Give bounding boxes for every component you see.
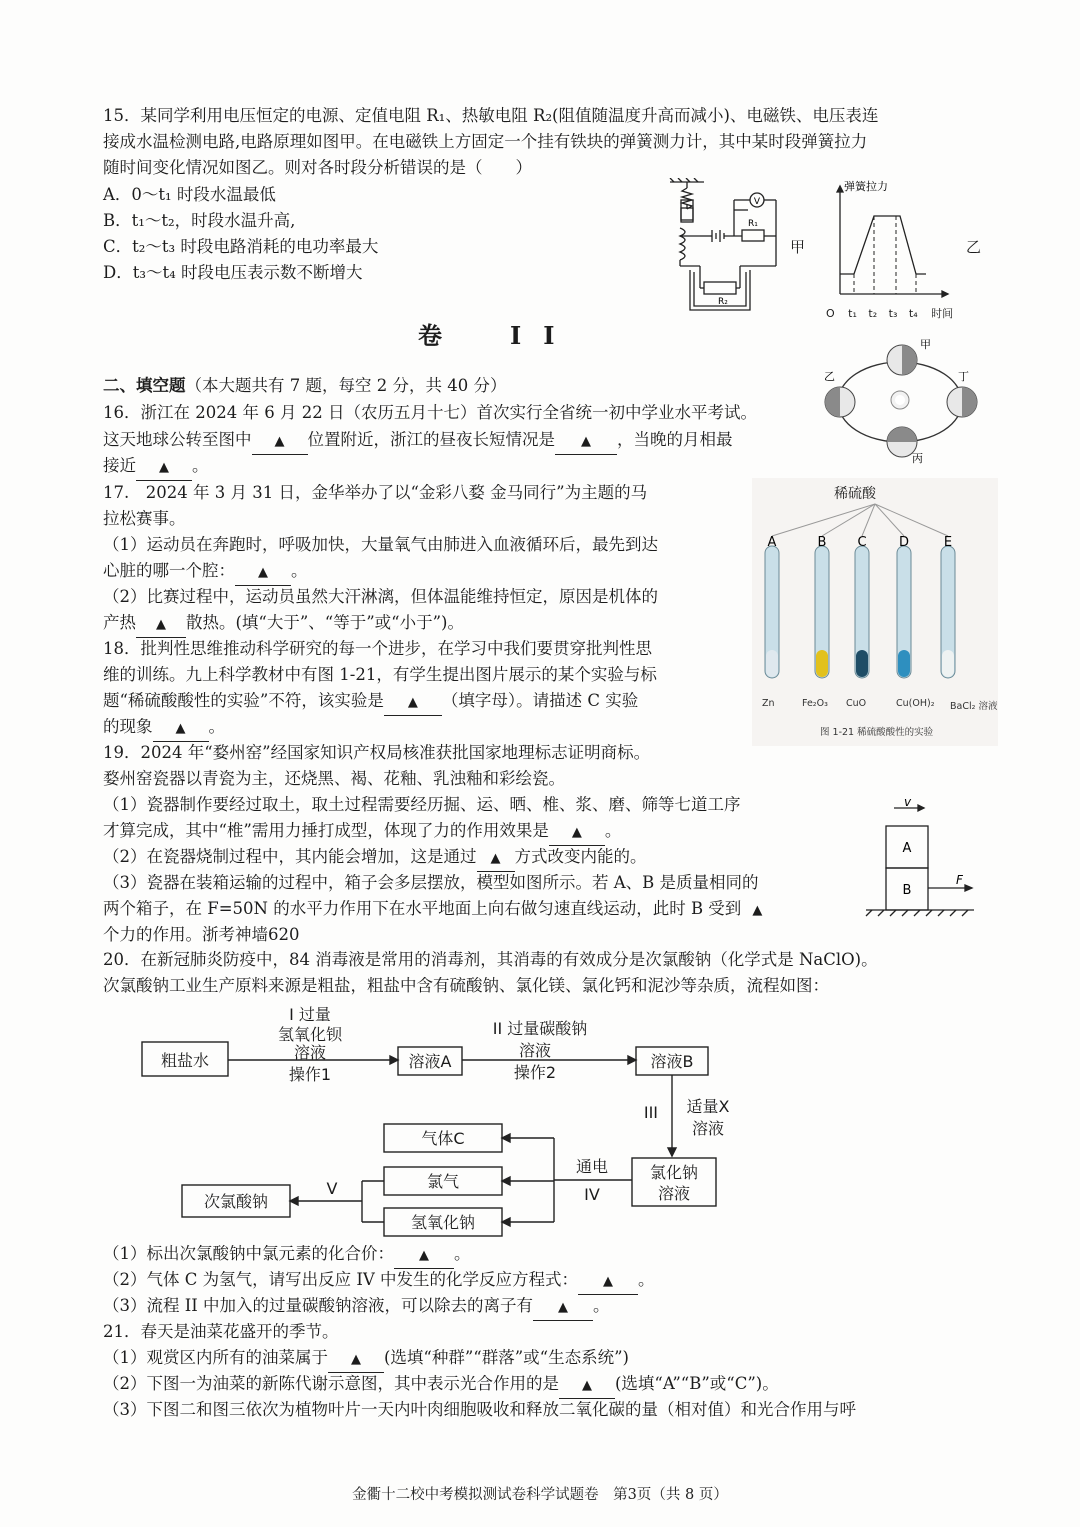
q20-sub-2 (103, 1268, 655, 1295)
q21-sub-3: （3）下图二和图三依次为植物叶片一天内叶肉细胞吸收和释放二氧化碳的量（相对值）和光合作用与呼 (103, 1400, 856, 1419)
q17-line-1: 17. 2024 年 3 月 31 日，金华举办了以“金彩八婺 金马同行”为主题的马 (103, 483, 648, 502)
orbit-label-bing: 丙 (912, 452, 923, 465)
tube-letter-b: B (817, 535, 827, 550)
flow-nacl-a: 氯化钠 (649, 1163, 699, 1182)
section-title: 卷 II (418, 321, 577, 350)
page-footer: 金衢十二校中考模拟测试卷科学试题卷 第3页（共 8 页） (352, 1487, 728, 1503)
q15-option-b: B．t₁～t₂，时段水温升高, (103, 211, 296, 230)
xtick-t4: t₄ (908, 307, 918, 320)
q20-line-1: 20．在新冠肺炎防疫中，84 消毒液是常用的消毒剂，其消毒的有效成分是次氯酸钠（化学式是 NaClO)。 (103, 950, 878, 969)
q20-text-e: （3）流程 II 中加入的过量碳酸钠溶液，可以除去的离子有 (103, 1296, 534, 1315)
q16-text-a: 这天地球公转至图中 (103, 430, 252, 449)
q16-text-d: 接近 (103, 456, 136, 475)
r2-label: R₂ (718, 297, 728, 307)
xtick-t3: t₃ (888, 307, 898, 320)
q20-blank-1[interactable]: ▲ (394, 1244, 454, 1269)
flow-step5-text: V (326, 1179, 338, 1198)
q17-line-2: 拉松赛事。 (103, 509, 186, 528)
test-tube-e (941, 535, 955, 678)
voltmeter-label: V (753, 197, 761, 207)
flow-elec-a: 通电 (575, 1157, 609, 1176)
flow-elec-b: IV (584, 1185, 600, 1204)
reagent-zn: Zn (762, 698, 775, 709)
q15-option-a: A．0～t₁ 时段水温最低 (103, 185, 276, 204)
q18-blank-1[interactable]: ▲ (384, 691, 442, 716)
q15-line-3: 随时间变化情况如图乙。则对各时段分析错误的是（ ） (103, 158, 532, 177)
orbit-label-yi: 乙 (824, 370, 835, 383)
q21-line-1: 21．春天是油菜花盛开的季节。 (103, 1322, 339, 1341)
q16-text-c: ，当晚的月相最 (617, 430, 733, 449)
xtick-t1: t₁ (848, 307, 857, 320)
earth-yi (825, 387, 855, 417)
chart-xticks (826, 305, 953, 321)
q19-line-8: 个力的作用。浙考神墙620 (103, 925, 300, 944)
q19-blank-3[interactable]: ▲ (752, 903, 763, 918)
test-tube-b (815, 535, 829, 678)
q18-text-b: （填字母）。请描述 C 实验 (441, 691, 639, 710)
q20-text-d: 。 (638, 1270, 655, 1289)
q20-sub-1 (103, 1242, 471, 1269)
q16-line-1: 16．浙江在 2024 年 6 月 22 日（农历五月十七）首次实行全省统一初中学业水平考试。 (103, 403, 757, 422)
box-a-label: A (902, 841, 912, 856)
q21-blank-2[interactable]: ▲ (559, 1374, 615, 1399)
q20-line-2: 次氯酸钠工业生产原料来源是粗盐，粗盐中含有硫酸钠、氯化镁、氯化钙和泥沙等杂质，流程如图： (103, 976, 829, 995)
test-tube-d (897, 535, 911, 678)
flow-step2-b: 溶液 (518, 1041, 552, 1060)
tube-letter-c: C (857, 535, 867, 550)
flow-step3-num: III (643, 1103, 658, 1122)
chart-ylabel: 弹簧拉力 (844, 180, 888, 193)
force-time-chart-yi (818, 176, 966, 324)
flow-sola-text: 溶液A (408, 1052, 452, 1071)
flow-gasc-text: 气体C (421, 1129, 465, 1148)
q17-text-b: 。 (291, 561, 308, 580)
xtick-time: 时间 (931, 307, 954, 320)
q17-text-d: 散热。(填“大于”、“等于”或“小于”)。 (186, 613, 464, 632)
q19-line-4 (103, 819, 621, 846)
tube-letter-e: E (943, 535, 953, 550)
q21-blank-1[interactable]: ▲ (328, 1348, 384, 1373)
q20-text-b: 。 (454, 1244, 471, 1263)
q21-text-c: （2）下图一为油菜的新陈代谢示意图，其中表示光合作用的是 (103, 1374, 559, 1393)
q17-line-4 (103, 559, 308, 586)
flow-naoh-text: 氢氧化钠 (410, 1213, 476, 1232)
velocity-label: v (904, 796, 912, 809)
q15-line-1: 15．某同学利用电压恒定的电源、定值电阻 R₁、热敏电阻 R₂(阻值随温度升高而减小)、电磁铁、电压表连 (103, 106, 879, 125)
q19-text-d: 方式改变内能的。 (514, 847, 647, 866)
q19-line-7 (103, 897, 773, 923)
q16-blank-2[interactable]: ▲ (555, 430, 617, 455)
q16-text-b: 位置附近，浙江的昼夜长短情况是 (307, 430, 555, 449)
flow-step1-c: 溶液 (293, 1043, 327, 1062)
q18-text-a: 题“稀硫酸酸性的实验”不符，该实验是 (103, 691, 384, 710)
q18-line-2: 维的训练。九上科学教材中有图 1-21，有学生提出图片展示的某个实验与标 (103, 665, 657, 684)
orbit-label-jia: 甲 (920, 338, 931, 351)
stacked-boxes-figure (862, 796, 982, 920)
q19-line-1: 19．2024 年“婺州窑”经国家知识产权局核准获批国家地理标志证明商标。 (103, 743, 651, 762)
q17-line-3: （1）运动员在奔跑时，呼吸加快，大量氧气由肺进入血液循环后，最先到达 (103, 535, 658, 554)
q16-line-2 (103, 428, 733, 455)
test-tubes (752, 500, 998, 700)
earth-orbit-diagram (818, 336, 990, 468)
flow-step1-b: 氢氧化钡 (277, 1025, 343, 1044)
orbit-label-ding: 丁 (958, 370, 969, 383)
q17-line-5: （2）比赛过程中，运动员虽然大汗淋漓，但体温能维持恒定，原因是机体的 (103, 587, 658, 606)
q21-text-b: (选填“种群”“群落”或“生态系统”) (384, 1348, 629, 1367)
q16-blank-3[interactable]: ▲ (136, 456, 192, 481)
test-tube-a (765, 535, 779, 678)
q19-blank-2[interactable]: ▲ (477, 847, 515, 872)
q20-blank-3[interactable]: ▲ (533, 1296, 593, 1321)
earth-ding (947, 387, 977, 417)
flow-solb-text: 溶液B (650, 1052, 694, 1071)
q17-line-6 (103, 611, 464, 638)
reagent-cuoh2: Cu(OH)₂ (896, 698, 935, 709)
q20-sub-3 (103, 1294, 610, 1321)
q21-sub-1 (103, 1346, 629, 1373)
q20-text-a: （1）标出次氯酸钠中氯元素的化合价： (103, 1244, 394, 1263)
reagent-fe2o3: Fe₂O₃ (802, 698, 828, 709)
q18-line-3 (103, 689, 638, 716)
flow-step3-a: 适量X (686, 1097, 730, 1116)
earth-jia (887, 345, 917, 375)
q19-line-3: （1）瓷器制作要经过取土，取土过程需要经历掘、运、晒、椎、浆、磨、筛等七道工序 (103, 795, 741, 814)
reagent-bacl2: BaCl₂ 溶液 (950, 701, 998, 712)
q18-blank-2[interactable]: ▲ (153, 717, 209, 742)
fig-jia-label: 甲 (790, 238, 806, 256)
test-tube-c (855, 535, 869, 678)
flow-step1-a: I 过量 (289, 1005, 331, 1024)
q15-option-c: C．t₂～t₃ 时段电路消耗的电功率最大 (103, 237, 379, 256)
q18-text-c: 的现象 (103, 717, 153, 736)
q21-text-d: (选填“A”“B”或“C”)。 (615, 1374, 779, 1393)
q17-text-a: 心脏的哪一个腔： (103, 561, 235, 580)
xtick-t2: t₂ (868, 307, 878, 320)
q19-text-e: 两个箱子，在 F=50N 的水平力作用下在水平地面上向右做匀速直线运动，此时 B 受到 (103, 899, 742, 918)
flow-cl2-text: 氯气 (426, 1172, 460, 1191)
flow-crude-text: 粗盐水 (160, 1051, 210, 1070)
q18-line-1: 18．批判性思维推动科学研究的每一个进步，在学习中我们要贯穿批判性思 (103, 639, 652, 658)
q15-option-d: D．t₃～t₄ 时段电压表示数不断增大 (103, 263, 363, 282)
section2-note: （本大题共有 7 题，每空 2 分，共 40 分） (185, 376, 507, 395)
tube-letter-a: A (767, 535, 777, 550)
q21-sub-2 (103, 1372, 779, 1399)
section2-heading-line (103, 374, 506, 398)
q15-line-2: 接成水温检测电路,电路原理如图甲。在电磁铁上方固定一个挂有铁块的弹簧测力计，其中某时段弹簧拉力 (103, 132, 868, 151)
q20-blank-2[interactable]: ▲ (578, 1270, 638, 1295)
q17-blank-1[interactable]: ▲ (235, 561, 291, 586)
q18-text-d: 。 (208, 717, 225, 736)
q19-text-c: （2）在瓷器烧制过程中，其内能会增加，这是通过 (103, 847, 477, 866)
q21-text-a: （1）观赏区内所有的油菜属于 (103, 1348, 328, 1367)
flow-step2-a: II 过量碳酸钠 (492, 1019, 588, 1038)
q18-line-4 (103, 715, 225, 742)
reagent-cuo: CuO (846, 698, 867, 709)
force-label: F (956, 873, 963, 887)
tube-letter-d: D (898, 535, 910, 550)
q19-line-6: （3）瓷器在装箱运输的过程中，箱子会多层摆放，模型如图所示。若 A、B 是质量相同的 (103, 873, 759, 892)
q19-text-b: 。 (604, 821, 622, 840)
r1-label: R₁ (748, 219, 758, 229)
q16-text-e: 。 (192, 456, 209, 475)
flow-nacl-b: 溶液 (657, 1184, 691, 1203)
q19-blank-1[interactable]: ▲ (549, 821, 605, 846)
q19-line-5 (103, 845, 647, 872)
q20-text-f: 。 (593, 1296, 610, 1315)
acid-label: 稀硫酸 (834, 486, 876, 502)
q19-text-a: 才算完成，其中“椎”需用力捶打成型，体现了力的作用效果是 (103, 821, 549, 840)
flow-step3-b: 溶液 (691, 1119, 725, 1138)
q16-line-3 (103, 454, 209, 481)
q20-text-c: （2）气体 C 为氢气，请写出反应 IV 中发生的化学反应方程式： (103, 1270, 579, 1289)
flow-naclo-text: 次氯酸钠 (203, 1192, 269, 1211)
process-flowchart (130, 1000, 750, 1250)
q17-blank-2[interactable]: ▲ (136, 613, 186, 638)
fig-yi-label: 乙 (966, 238, 982, 256)
box-b-label: B (902, 883, 912, 898)
q19-line-2: 婺州窑瓷器以青瓷为主，还烧黑、褐、花釉、乳浊釉和彩绘瓷。 (103, 769, 565, 788)
section2-heading: 二、填空题 (103, 376, 186, 395)
xtick-o: O (826, 307, 835, 320)
q16-blank-1[interactable]: ▲ (252, 430, 308, 455)
figure-caption: 图 1-21 稀硫酸酸性的实验 (820, 727, 934, 738)
flow-step2-c: 操作2 (513, 1063, 557, 1082)
q17-text-c: 产热 (103, 613, 136, 632)
flow-step1-d: 操作1 (288, 1065, 332, 1084)
